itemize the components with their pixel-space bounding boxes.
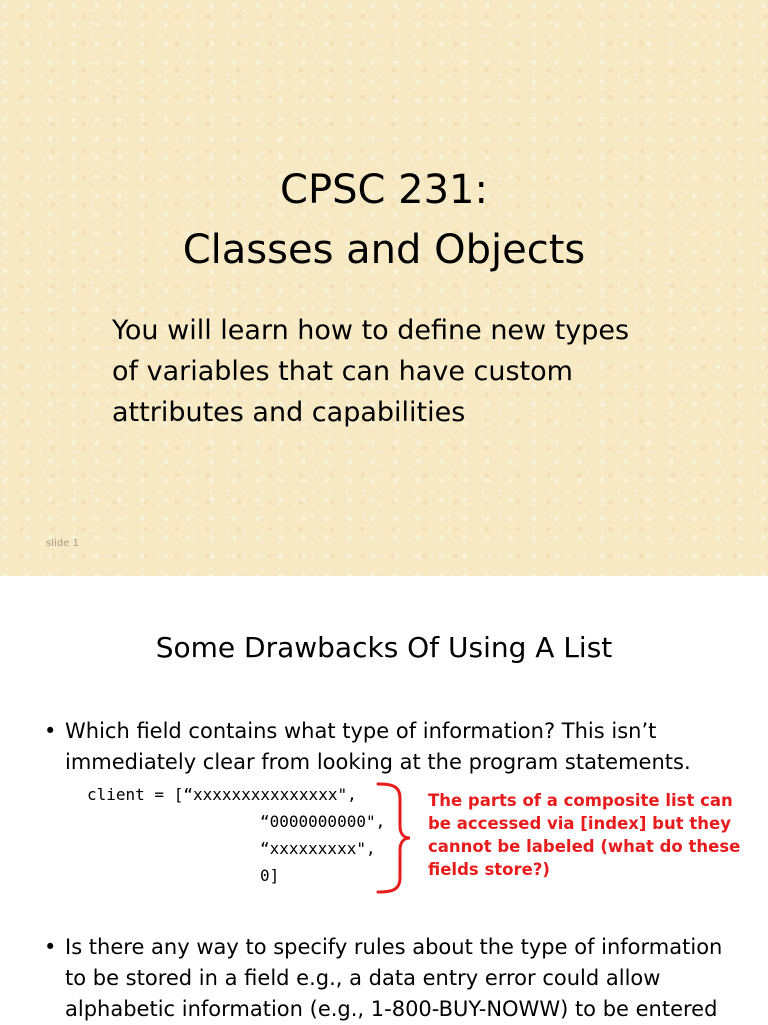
code-line: “0000000000", xyxy=(260,812,386,831)
red-annotation xyxy=(428,789,748,881)
slide-2-title: Some Drawbacks Of Using A List xyxy=(155,631,613,664)
subtitle-line: You will learn how to define new types xyxy=(112,315,630,346)
code-line: 0] xyxy=(260,866,280,885)
bullet-2-line: Is there any way to specify rules about the type of information xyxy=(65,935,723,959)
bullet-2-line: to be stored in a field e.g., a data entry error could allow xyxy=(65,966,661,990)
slide-number: slide 1 xyxy=(46,538,79,549)
annotation-line: fields store?) xyxy=(428,860,550,879)
bullet-point-2 xyxy=(44,932,744,1025)
annotation-line: The parts of a composite list can xyxy=(428,791,733,810)
code-line: client = [“xxxxxxxxxxxxxxx", xyxy=(87,785,357,804)
subtitle-line: attributes and capabilities xyxy=(112,397,466,428)
bullet-point-1 xyxy=(44,716,744,778)
annotation-line: cannot be labeled (what do these xyxy=(428,837,741,856)
bullet-1-line: Which field contains what type of information? This isn’t xyxy=(65,719,657,743)
slide-1-title-line-1: CPSC 231: xyxy=(280,167,488,213)
bullet-1-line: immediately clear from looking at the program statements. xyxy=(65,750,691,774)
slide-2 xyxy=(0,576,768,1024)
subtitle-line: of variables that can have custom xyxy=(112,356,573,387)
annotation-line: be accessed via [index] but they xyxy=(428,814,731,833)
code-line: “xxxxxxxxx", xyxy=(260,839,376,858)
bullet-2-line: alphabetic information (e.g., 1-800-BUY-NOWW) to be entered xyxy=(65,997,718,1021)
bullet-marker: • xyxy=(44,719,57,743)
slide-1-title-line-2: Classes and Objects xyxy=(182,227,586,273)
slide-1-subtitle xyxy=(112,310,712,433)
curly-brace-icon xyxy=(374,780,410,896)
bullet-marker: • xyxy=(44,935,57,959)
